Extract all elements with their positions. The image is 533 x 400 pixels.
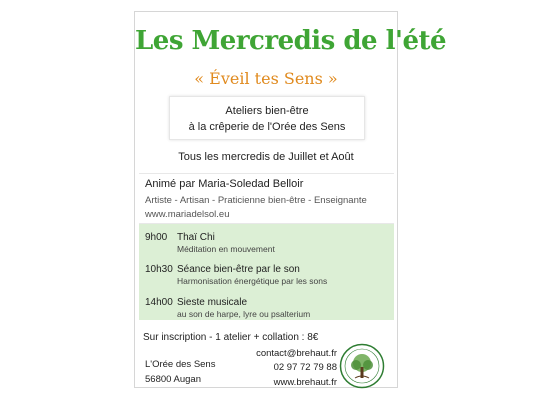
host-roles: Artiste - Artisan - Praticienne bien-être - Enseignante bbox=[145, 195, 367, 206]
schedule-panel bbox=[139, 224, 394, 320]
contact-website[interactable]: www.brehaut.fr bbox=[273, 377, 337, 388]
contact-email[interactable]: contact@brehaut.fr bbox=[256, 348, 337, 359]
poster-subtitle: « Éveil tes Sens » bbox=[194, 69, 338, 88]
host-name: Animé par Maria-Soledad Belloir bbox=[145, 178, 304, 190]
inscription-info: Sur inscription - 1 atelier + collation : 8€ bbox=[143, 332, 319, 343]
contact-phone: 02 97 72 79 88 bbox=[273, 362, 337, 373]
schedule-time: 10h30 bbox=[145, 264, 173, 275]
schedule-description: au son de harpe, lyre ou psalterium bbox=[177, 309, 311, 319]
schedule-description: Méditation en mouvement bbox=[177, 244, 275, 254]
address-line-2: 56800 Augan bbox=[145, 374, 202, 385]
ateliers-line-2: à la crêperie de l'Orée des Sens bbox=[188, 121, 346, 133]
ateliers-line-1: Ateliers bien-être bbox=[225, 105, 309, 117]
address-line-1: L'Orée des Sens bbox=[145, 359, 216, 370]
poster-title: Les Mercredis de l'été bbox=[135, 26, 447, 56]
event-dates: Tous les mercredis de Juillet et Août bbox=[178, 151, 354, 163]
host-box bbox=[139, 173, 394, 224]
schedule-activity: Sieste musicale bbox=[177, 297, 248, 308]
host-website[interactable]: www.mariadelsol.eu bbox=[145, 209, 230, 220]
schedule-activity: Séance bien-être par le son bbox=[177, 264, 300, 275]
event-poster bbox=[134, 11, 447, 388]
schedule-time: 14h00 bbox=[145, 297, 173, 308]
tree-logo-icon bbox=[339, 343, 385, 389]
schedule-activity: Thaï Chi bbox=[177, 232, 215, 243]
ateliers-box bbox=[169, 96, 365, 140]
schedule-description: Harmonisation énergétique par les sons bbox=[177, 276, 328, 286]
schedule-time: 9h00 bbox=[145, 232, 168, 243]
